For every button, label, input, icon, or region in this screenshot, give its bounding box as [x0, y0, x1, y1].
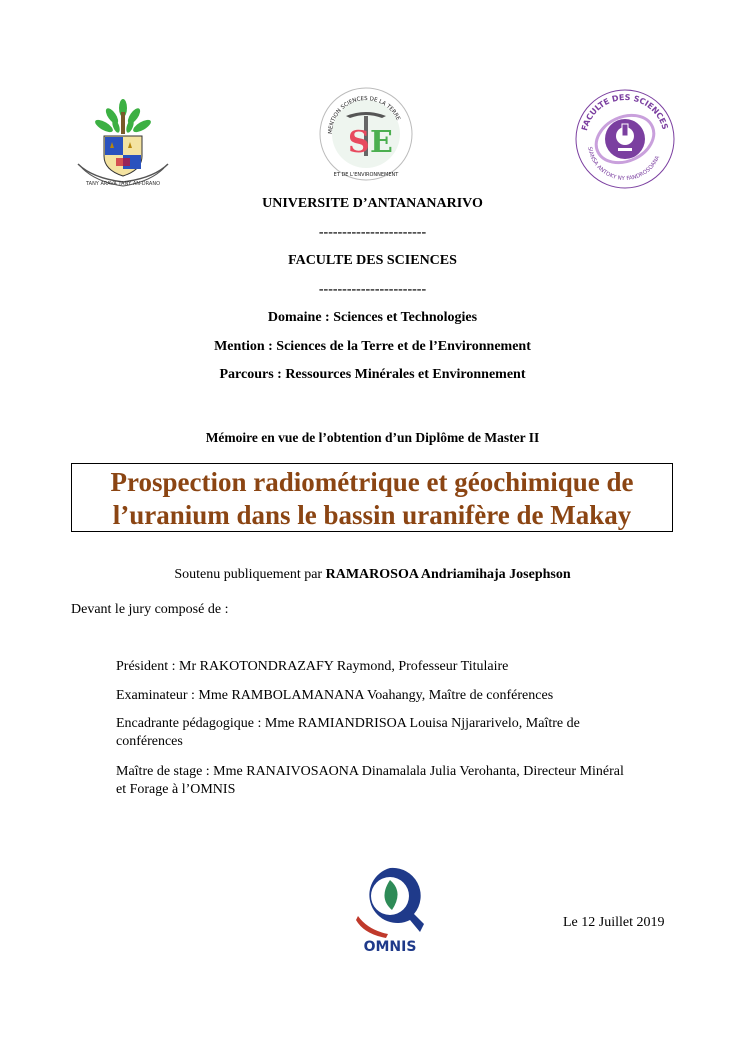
jury-maitre-line-1: Maître de stage : Mme RANAIVOSAONA Dinamalala Julia Verohanta, Directeur Minéral: [116, 764, 624, 779]
separator-2: -----------------------: [318, 282, 427, 297]
jury-intro: Devant le jury composé de :: [71, 602, 229, 617]
parcours-line: Parcours : Ressources Minérales et Environnement: [219, 367, 526, 382]
madagascar-seal-logo: [72, 94, 174, 190]
defense-line: [0, 567, 745, 583]
jury-maitre-de-stage: [116, 763, 686, 799]
faculty-sciences-logo: [574, 88, 676, 190]
svg-text:S: S: [348, 125, 370, 160]
jury-encadrante: [116, 715, 676, 751]
university-name: UNIVERSITE D’ANTANANARIVO: [262, 196, 483, 211]
jury-encadrante-line-2: conférences: [116, 734, 183, 749]
omnis-wordmark: OMNIS: [363, 939, 417, 955]
separator-1: -----------------------: [318, 225, 427, 240]
svg-text:MENTION SCIENCES DE LA TERRE: MENTION SCIENCES DE LA TERRE: [327, 96, 401, 135]
document-date: Le 12 Juillet 2019: [563, 915, 665, 930]
domaine-line: Domaine : Sciences et Technologies: [267, 310, 478, 325]
author-name: RAMAROSOA Andriamihaja Josephson: [325, 567, 571, 582]
thesis-title-box: [71, 463, 673, 532]
defense-prefix: Soutenu publiquement par: [174, 567, 326, 582]
omnis-logo: [348, 858, 432, 956]
svg-text:FACULTE DES SCIENCES: FACULTE DES SCIENCES: [579, 92, 670, 132]
jury-president: Président : Mr RAKOTONDRAZAFY Raymond, Professeur Titulaire: [116, 659, 509, 674]
svg-text:ET DE L'ENVIRONNEMENT: ET DE L'ENVIRONNEMENT: [333, 172, 399, 178]
svg-text:SIANSA ANTOKY NY FANDROSOANA: SIANSA ANTOKY NY FANDROSOANA: [586, 146, 662, 183]
seal-motto: TANY ARAVA TANY AN-DRANO: [85, 181, 161, 187]
jury-encadrante-line-1: Encadrante pédagogique : Mme RAMIANDRISOA Louisa Njjararivelo, Maître de: [116, 716, 580, 731]
svg-text:E: E: [370, 125, 393, 160]
thesis-title-line-2: l’uranium dans le bassin uranifère de Makay: [112, 500, 632, 530]
faculty-name: FACULTE DES SCIENCES: [288, 253, 457, 268]
jury-maitre-line-2: et Forage à l’OMNIS: [116, 782, 236, 797]
mention-line: Mention : Sciences de la Terre et de l’Environnement: [214, 339, 531, 354]
jury-examinateur: Examinateur : Mme RAMBOLAMANANA Voahangy, Maître de conférences: [116, 688, 554, 703]
ste-mention-logo: [318, 86, 414, 182]
memoire-line: Mémoire en vue de l’obtention d’un Diplôme de Master II: [205, 430, 540, 445]
thesis-title-line-1: Prospection radiométrique et géochimique de: [110, 467, 634, 497]
